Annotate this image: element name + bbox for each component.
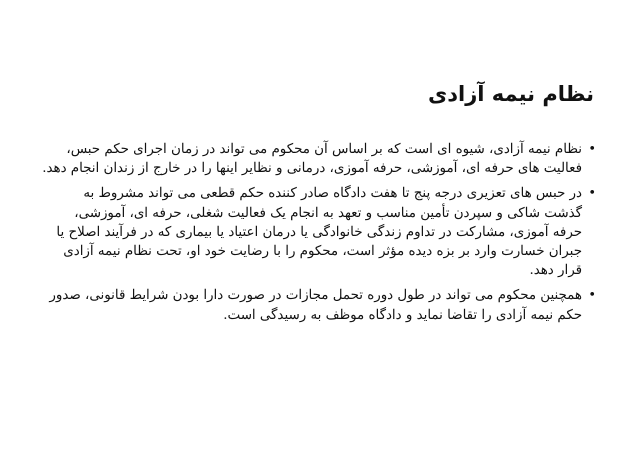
bullet-item — [42, 140, 594, 178]
bullet-list — [42, 140, 594, 331]
bullet-icon: • — [588, 186, 596, 202]
slide-title: نظام نیمه آزادی — [427, 82, 594, 106]
bullet-item — [42, 286, 594, 324]
bullet-text: در حبس های تعزیری درجه پنج تا هفت دادگاه صادر کننده حکم قطعی می تواند مشروط به گذشت شاکی و سپردن تأمین مناسب و تعهد به انجام یک فعالیت شغلی، حرفه ای، آموزشی، حرفه آموزی، مشارکت در تداوم زندگی خانوادگی یا درمان اعتیاد یا بیماری که در فرآیند اصلاح یا جبران خسارت وارد بر بزه دیده مؤثر است، محکوم را با رضایت خود او، تحت نظام نیمه آزادی قرار دهد. — [56, 186, 582, 279]
bullet-text: نظام نیمه آزادی، شیوه ای است که بر اساس آن محکوم می تواند در زمان اجرای حکم حبس، فعالیت های حرفه ای، آموزشی، حرفه آموزی، درمانی و نظایر اینها را در خارج از زندان انجام دهد. — [42, 142, 582, 177]
bullet-item — [42, 184, 594, 280]
bullet-icon: • — [588, 288, 596, 304]
bullet-icon: • — [588, 142, 596, 157]
bullet-text: همچنین محکوم می تواند در طول دوره تحمل مجازات در صورت دارا بودن شرایط قانونی، صدور حکم نیمه آزادی را تقاضا نماید و دادگاه موظف به رسیدگی است. — [49, 288, 582, 323]
